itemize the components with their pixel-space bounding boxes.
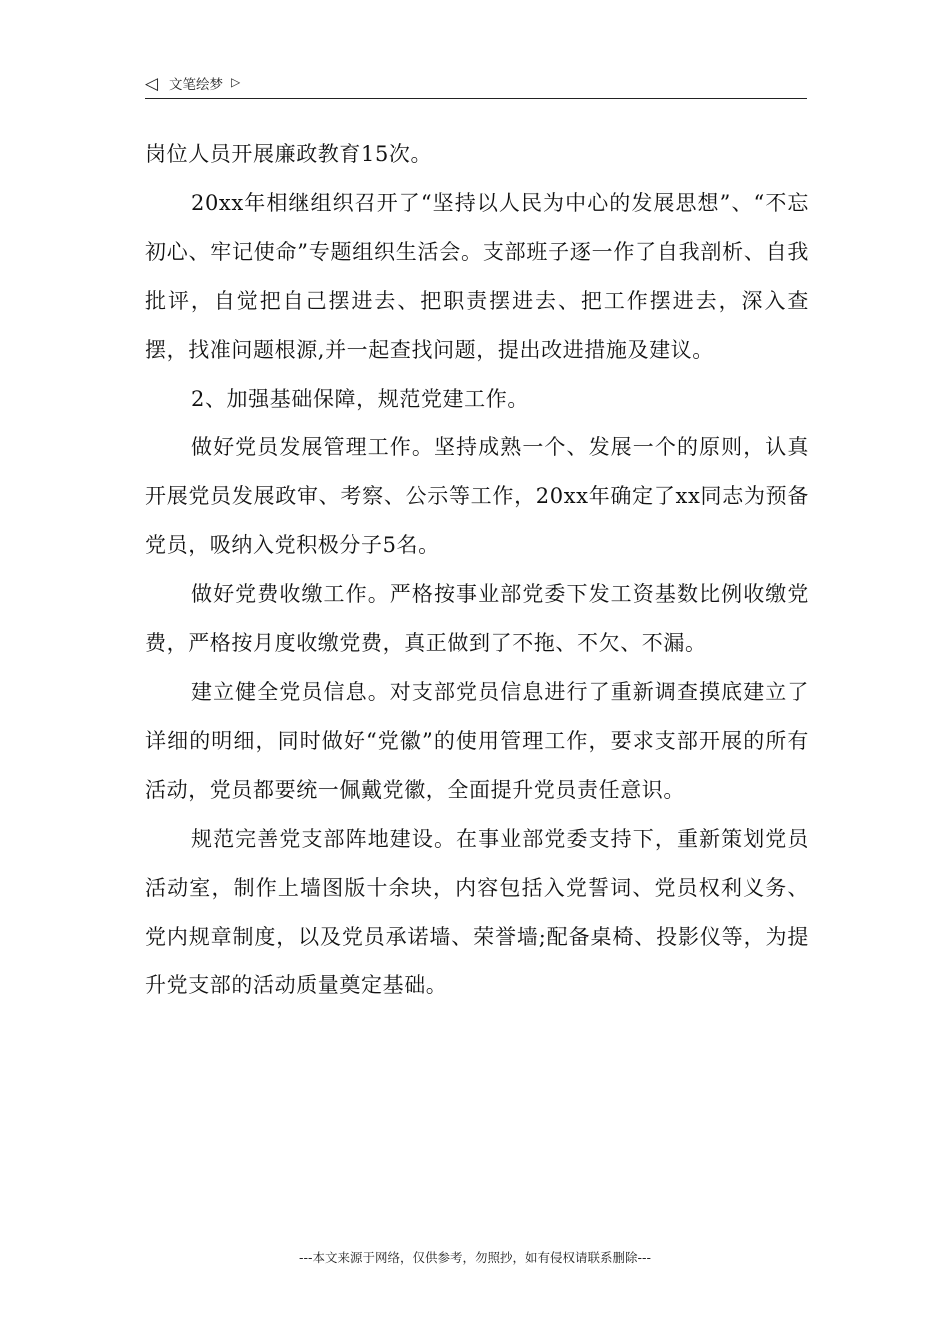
header-brand: 文笔绘梦 [169, 77, 223, 93]
right-triangle-icon: ▷ [231, 75, 241, 89]
left-triangle-icon: ◁ [145, 74, 159, 94]
footer-notice: ---本文来源于网络，仅供参考，勿照抄，如有侵权请联系删除--- [298, 1250, 652, 1265]
paragraph-5: 做好党费收缴工作。严格按事业部党委下发工资基数比例收缴党费，严格按月度收缴党费，真正做到了不拖、不欠、不漏。 [145, 582, 809, 656]
paragraph-1: 岗位人员开展廉政教育15次。 [145, 142, 433, 166]
paragraph-3: 2、加强基础保障，规范党建工作。 [191, 386, 529, 411]
paragraph-2: 20xx年相继组织召开了“坚持以人民为中心的发展思想”、“不忘初心、牢记使命”专题组织生活会。支部班子逐一作了自我剖析、自我批评，自觉把自己摆进去、把职责摆进去、把工作摆进去，深入查摆，找准问题根源,并一起查找问题，提出改进措施及建议。 [145, 190, 809, 362]
paragraph-6: 建立健全党员信息。对支部党员信息进行了重新调查摸底建立了详细的明细，同时做好“党徽”的使用管理工作，要求支部开展的所有活动，党员都要统一佩戴党徽，全面提升党员责任意识。 [145, 679, 809, 802]
paragraph-4: 做好党员发展管理工作。坚持成熟一个、发展一个的原则，认真开展党员发展政审、考察、公示等工作，20xx年确定了xx同志为预备党员，吸纳入党积极分子5名。 [145, 435, 809, 558]
paragraph-7: 规范完善党支部阵地建设。在事业部党委支持下，重新策划党员活动室，制作上墙图版十余块，内容包括入党誓词、党员权利义务、党内规章制度，以及党员承诺墙、荣誉墙;配备桌椅、投影仪等，为提升党支部的活动质量奠定基础。 [145, 826, 809, 998]
page-header [145, 74, 807, 99]
document-body [145, 130, 809, 1010]
